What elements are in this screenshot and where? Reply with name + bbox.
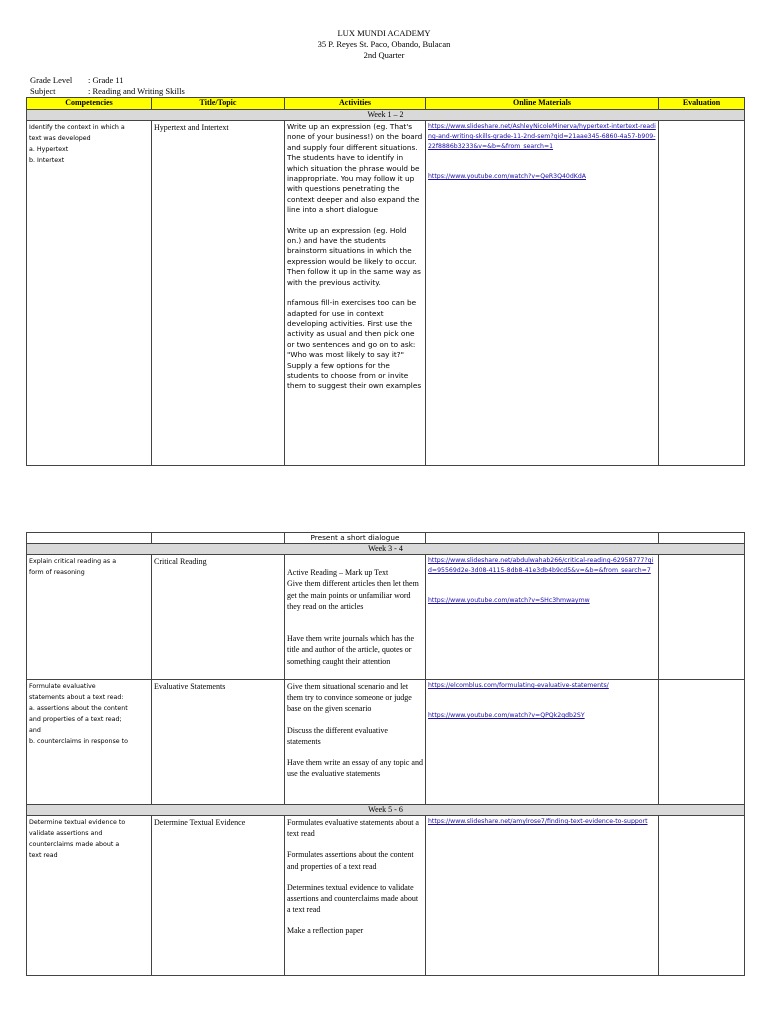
subject-row — [30, 86, 185, 97]
grade-level-key: Grade Level — [30, 75, 73, 85]
slideshare-link[interactable]: https://www.slideshare.net/amylrose7/finding-text-evidence-to-support — [428, 818, 648, 826]
carry-over-row — [27, 533, 745, 544]
activity-paragraph: Make a reflection paper — [287, 926, 364, 936]
school-address: 35 P. Reyes St. Paco, Obando, Bulacan — [317, 39, 451, 49]
carry-over-activity: Present a short dialogue — [285, 533, 426, 544]
online-materials-cell — [426, 680, 659, 805]
slideshare-link[interactable]: https://www.slideshare.net/abdulwahab266/critical-reading-62958777?qid=95569d2e-3d08-4115-8db8-41e3db4b9cd5&v=&b=&from_search=7 — [428, 557, 654, 574]
evaluation-cell — [659, 816, 745, 976]
subject-value: : Reading and Writing Skills — [88, 86, 185, 96]
empty-cell — [659, 533, 745, 544]
activities-cell — [285, 816, 426, 976]
competency-cell: Identify the context in which a text was developed a. Hypertext b. Intertext — [27, 121, 152, 466]
activity-paragraph: Have them write an essay of any topic and use the evaluative statements — [287, 758, 423, 779]
activity-paragraph: Have them write journals which has the title and author of the article, quotes or something caught their attention — [287, 634, 415, 666]
youtube-link[interactable]: https://www.youtube.com/watch?v=SHc3hmwaymw — [428, 597, 590, 604]
activities-cell — [285, 555, 426, 680]
week-label: Week 5 - 6 — [27, 805, 745, 816]
quarter-label: 2nd Quarter — [363, 50, 405, 60]
evaluation-cell — [659, 121, 745, 466]
online-materials-cell — [426, 555, 659, 680]
col-evaluation: Evaluation — [659, 98, 745, 110]
activities-cell — [285, 680, 426, 805]
topic-cell: Determine Textual Evidence — [152, 816, 285, 976]
topic-cell: Hypertext and Intertext — [152, 121, 285, 466]
document-header — [0, 28, 768, 61]
competency-cell: Formulate evaluative statements about a text read: a. assertions about the content and properties of a text read; and b. counterclaims in response to — [27, 680, 152, 805]
subject-key: Subject — [30, 86, 56, 96]
week-label: Week 1 – 2 — [27, 110, 745, 121]
week-row — [27, 544, 745, 555]
activity-paragraph: nfamous fill-in exercises too can be adapted for use in context developing activities. First use the activity as usual and then pick one or two sentences and go on to ask: "Who was most likely to say it?" Supply a few options for the students to choose from or invite them to suggest their own examples — [287, 298, 422, 391]
activity-paragraph: Determines textual evidence to validate assertions and counterclaims made about a text read — [287, 882, 419, 915]
elcomblus-link[interactable]: https://elcomblus.com/formulating-evaluative-statements/ — [428, 682, 609, 690]
curriculum-table-2 — [26, 532, 745, 976]
youtube-link[interactable]: https://www.youtube.com/watch?v=QPQk2qdb2SY — [428, 712, 585, 720]
table-header-row — [27, 98, 745, 110]
activity-paragraph: Formulates assertions about the content and properties of a text read — [287, 850, 414, 871]
col-activities: Activities — [285, 98, 426, 110]
col-competencies: Competencies — [27, 98, 152, 110]
activity-paragraph: Active Reading – Mark up Text Give them different articles then let them get the main points or unfamiliar word they read on the articles — [287, 568, 419, 611]
school-name: LUX MUNDI ACADEMY — [337, 28, 431, 38]
topic-cell: Critical Reading — [152, 555, 285, 680]
empty-cell — [152, 533, 285, 544]
document-meta — [30, 75, 185, 97]
curriculum-table-1 — [26, 97, 745, 466]
grade-level-row — [30, 75, 185, 86]
online-materials-cell — [426, 121, 659, 466]
slideshare-link[interactable]: https://www.slideshare.net/AshleyNicoleMinerva/hypertext-intertext-reading-and-writing-skills-grade-11-2nd-sem?qid=21aae345-6860-4a57-b909-22f8886b3233&v=&b=&from_search=1 — [428, 123, 656, 150]
evaluation-cell — [659, 555, 745, 680]
col-title-topic: Title/Topic — [152, 98, 285, 110]
activity-paragraph: Discuss the different evaluative statements — [287, 725, 388, 746]
activity-paragraph: Write up an expression (eg. That's none of your business!) on the board and supply four different situations. The students have to identify in which situation the phrase would be inappropriate. You may follow it up with questions penetrating the context deeper and also expand the line into a short dialogue — [287, 122, 423, 215]
table-row — [27, 555, 745, 680]
grade-level-value: : Grade 11 — [88, 75, 124, 85]
col-online-materials: Online Materials — [426, 98, 659, 110]
week-row — [27, 805, 745, 816]
table-row — [27, 816, 745, 976]
week-row — [27, 110, 745, 121]
table-row — [27, 121, 745, 466]
activity-paragraph: Give them situational scenario and let them try to convince someone or judge base on the given scenario — [287, 682, 412, 714]
topic-cell: Evaluative Statements — [152, 680, 285, 805]
table-row — [27, 680, 745, 805]
online-materials-cell — [426, 816, 659, 976]
competency-cell: Determine textual evidence to validate assertions and counterclaims made about a text read — [27, 816, 152, 976]
empty-cell — [27, 533, 152, 544]
competency-cell: Explain critical reading as a form of reasoning — [27, 555, 152, 680]
activities-cell — [285, 121, 426, 466]
activity-paragraph: Formulates evaluative statements about a text read — [287, 818, 419, 839]
empty-cell — [426, 533, 659, 544]
youtube-link[interactable]: https://www.youtube.com/watch?v=QeR3Q40dKdA — [428, 173, 587, 180]
activity-paragraph: Write up an expression (eg. Hold on.) and have the students brainstorm situations in which the expression would be likely to occur. Then follow it up in the same way as with the previous activity. — [287, 225, 421, 287]
week-label: Week 3 - 4 — [27, 544, 745, 555]
evaluation-cell — [659, 680, 745, 805]
